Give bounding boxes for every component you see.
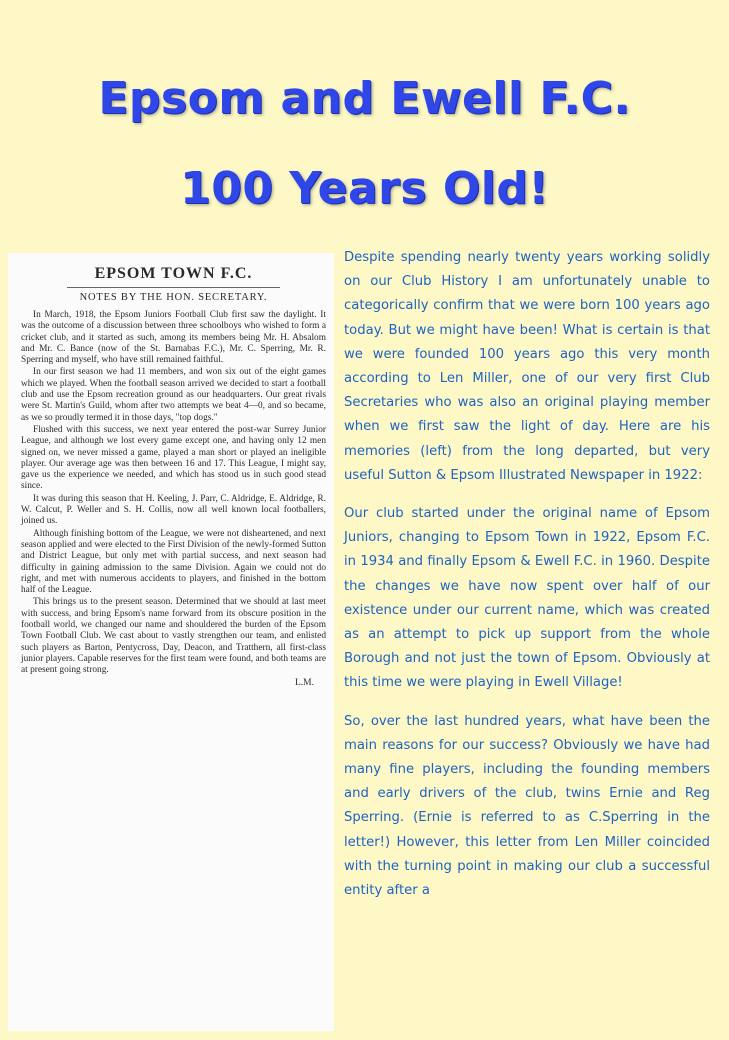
clipping-divider — [67, 287, 281, 288]
clipping-paragraph: This brings us to the present season. Determined that we should at last meet with success, and bring Epsom's name forward from its obscure position in the football world, we changed our name and shouldered the burden of the Epsom Town Football Club. We cast about to vastly strengthen our team, and enlisted such players as Barton, Pentycross, Day, Deacon, and Tratthern, all first-class junior players. Capable reserves for the first team were found, and both teams are at present going strong. — [21, 597, 326, 676]
clipping-heading: EPSOM TOWN F.C. — [94, 265, 253, 282]
clipping-paragraph: In March, 1918, the Epsom Juniors Football Club first saw the daylight. It was the outcome of a discussion between three schoolboys who wished to form a cricket club, and it started as such, among its members being Mr. H. Absalom and Mr. C. Bance (now of the St. Barnabas F.C.), Mr. C. Sperring, Mr. R. Sperring and myself, who have still remained faithful. — [21, 310, 326, 366]
clipping-subheading: NOTES BY THE HON. SECRETARY. — [79, 292, 268, 303]
clipping-paragraph: Although finishing bottom of the League, we were not disheartened, and next season applied and were elected to the First Division of the newly-formed Sutton and District League, but only met with partial success, and next season had difficulty in gaining admission to the same Division. Again we could not do right, and met with numerous accidents to players, and finished in the bottom half of the League. — [21, 528, 326, 596]
clipping-paragraph: In our first season we had 11 members, and won six out of the eight games which we played. When the football season arrived we decided to start a football club and use the Epsom recreation ground as our headquarters. Our great rivals were St. Martin's Guild, whom after two attempts we beat 4—0, and so became, as we so proudly termed it in those days, "top dogs." — [21, 367, 326, 423]
clipping-paragraph: Flushed with this success, we next year entered the post-war Surrey Junior League, and although we lost every game except one, and having only 12 men signed on, we never missed a game, played a man short or played an ineligible player. Our average age was then between 16 and 17. This League, I might say, gave us the experience we needed, and which has stood us in such good stead since. — [21, 424, 326, 492]
clipping-signature: L.M. — [295, 677, 314, 688]
clipping-paragraph: It was during this season that H. Keeling, J. Parr, C. Aldridge, E. Aldridge, R. W. Calcut, P. Weller and S. H. Collis, now all well known local footballers, joined us. — [21, 493, 326, 527]
article-paragraph: Our club started under the original name of Epsom Juniors, changing to Epsom Town in 1922, Epsom F.C. in 1934 and finally Epsom & Ewell F.C. in 1960. Despite the changes we have now spent over half of our existence under our current name, which was created as an attempt to pick up support from the whole Borough and not just the town of Epsom. Obviously at this time we were playing in Ewell Village! — [344, 506, 710, 691]
article-paragraph: Despite spending nearly twenty years working solidly on our Club History I am unfortunately unable to categorically confirm that we were born 100 years ago today. But we might have been! What is certain is that we were founded 100 years ago this very month according to Len Miller, one of our very first Club Secretaries who was also an original playing member when we first saw the light of day. Here are his memories (left) from the long departed, but very useful Sutton & Epsom Illustrated Newspaper in 1922: — [344, 250, 710, 483]
page-title: Epsom and Ewell F.C. — [98, 73, 631, 124]
page-subtitle: 100 Years Old! — [180, 163, 549, 214]
newspaper-clipping — [8, 253, 334, 1031]
article-paragraph: So, over the last hundred years, what have been the main reasons for our success? Obviously we have had many fine players, including the founding members and early drivers of the club, twins Ernie and Reg Sperring. (Ernie is referred to as C.Sperring in the letter!) However, this letter from Len Miller coincided with the turning point in making our club a successful entity after a — [344, 713, 710, 899]
article-column — [344, 246, 710, 917]
